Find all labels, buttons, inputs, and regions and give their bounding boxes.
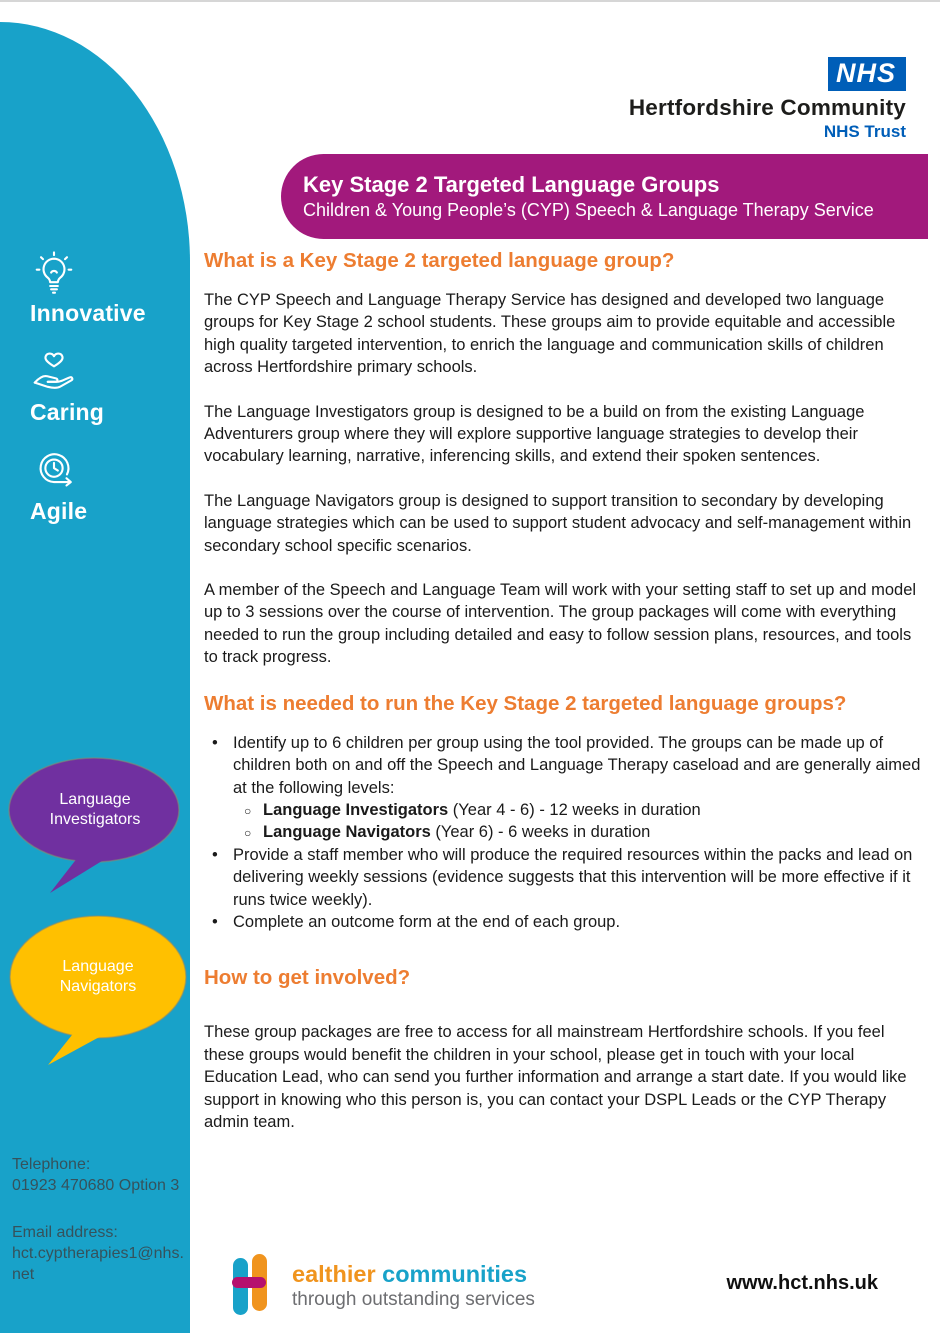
page-title: Key Stage 2 Targeted Language Groups xyxy=(303,172,720,197)
organisation-name: Hertfordshire Community xyxy=(628,95,906,120)
nhs-brand-block xyxy=(629,57,906,142)
footer-tagline-line1 xyxy=(292,1261,535,1287)
value-caring xyxy=(30,349,146,426)
group-name: Language Navigators xyxy=(263,823,431,842)
contact-block xyxy=(12,1154,188,1285)
footer-tagline-block xyxy=(292,1261,535,1311)
paragraph: A member of the Speech and Language Team will work with your setting staff to set up and model up to 3 sessions over the course of intervention. The group packages will come with everything needed to run the group including detailed and easy to follow session plans, resources, and tools to track progress. xyxy=(204,581,917,667)
main-content xyxy=(204,248,928,1155)
paragraph: The Language Investigators group is designed to be a build on from the existing Language Adventurers group where they will explore supportive language strategies to develop their vocabulary learning, narrative, inferencing skills, and extend their spoken sentences. xyxy=(204,402,865,466)
value-label: Caring xyxy=(30,399,105,425)
tagline-word-teal: communities xyxy=(382,1261,528,1287)
website-url: www.hct.nhs.uk xyxy=(726,1272,878,1294)
phone-number: 01923 470680 Option 3 xyxy=(12,1177,180,1194)
trust-label: NHS Trust xyxy=(823,122,906,141)
sidebar xyxy=(0,22,190,1333)
value-label: Agile xyxy=(30,498,88,524)
bubble-label: Language Investigators xyxy=(49,791,141,828)
spacer xyxy=(12,1196,188,1222)
list-item-navigators xyxy=(204,821,928,843)
nhs-logo: NHS xyxy=(828,57,906,91)
list-item-investigators xyxy=(204,799,928,821)
list-item: • Provide a staff member who will produce the required resources within the packs and lead on delivering weekly sessions (evidence suggests that this intervention will be more effective if it runs twice weekly). xyxy=(204,844,928,911)
paragraph: The Language Navigators group is designed to support transition to secondary by developing language strategies which can be used to support student advocacy and self-management within secondary school specific scenarios. xyxy=(204,491,912,555)
footer-tagline-line2: through outstanding services xyxy=(292,1289,535,1310)
list-item: • Complete an outcome form at the end of each group. xyxy=(204,911,928,933)
requirements-list xyxy=(204,732,928,934)
bubble-label: Language Navigators xyxy=(59,958,137,995)
email-label: Email address: xyxy=(12,1224,118,1241)
section-heading-what-is: What is a Key Stage 2 targeted language group? xyxy=(204,249,675,272)
h-logo-icon xyxy=(231,1251,285,1324)
value-innovative xyxy=(30,250,146,327)
speech-bubble-language-investigators xyxy=(6,757,184,897)
group-detail: (Year 6) - 6 weeks in duration xyxy=(430,823,651,842)
page-subtitle: Children & Young People’s (CYP) Speech & Language Therapy Service xyxy=(303,200,874,220)
email-address: hct.cyptherapies1@nhs.net xyxy=(12,1245,184,1283)
group-name: Language Investigators xyxy=(263,800,449,819)
section-heading-get-involved: How to get involved? xyxy=(204,966,411,990)
value-agile xyxy=(30,448,146,525)
value-label: Innovative xyxy=(30,300,146,326)
hand-heart-icon xyxy=(30,349,78,397)
list-item: • Identify up to 6 children per group using the tool provided. The groups can be made up of children both on and off the Speech and Language Therapy caseload and are generally aimed at the following levels: xyxy=(204,732,928,799)
lightbulb-icon xyxy=(30,250,78,298)
speech-bubble-language-navigators xyxy=(6,907,190,1069)
paragraph: The CYP Speech and Language Therapy Service has designed and developed two language groups for Key Stage 2 school students. These groups aim to provide equitable and accessible high quality targeted intervention, to enrich the language and communication skills of children across Hertfordshire primary schools. xyxy=(204,291,896,377)
title-banner xyxy=(281,154,928,239)
section-heading-what-is-needed: What is needed to run the Key Stage 2 targeted language groups? xyxy=(204,691,847,715)
clock-arrow-icon xyxy=(30,448,78,496)
phone-label: Telephone: xyxy=(12,1156,91,1173)
paragraph: These group packages are free to access for all mainstream Hertfordshire schools. If you feel these groups would benefit the children in your school, please get in touch with your local Education Lead, who can send you further information and arrange a start date. If you would like support in knowing who this person is, you can contact your DSPL Leads or the CYP Therapy admin team. xyxy=(204,1023,907,1131)
tagline-word-orange: ealthier xyxy=(292,1261,376,1287)
trust-values-list xyxy=(30,250,146,547)
group-detail: (Year 4 - 6) - 12 weeks in duration xyxy=(448,800,701,819)
